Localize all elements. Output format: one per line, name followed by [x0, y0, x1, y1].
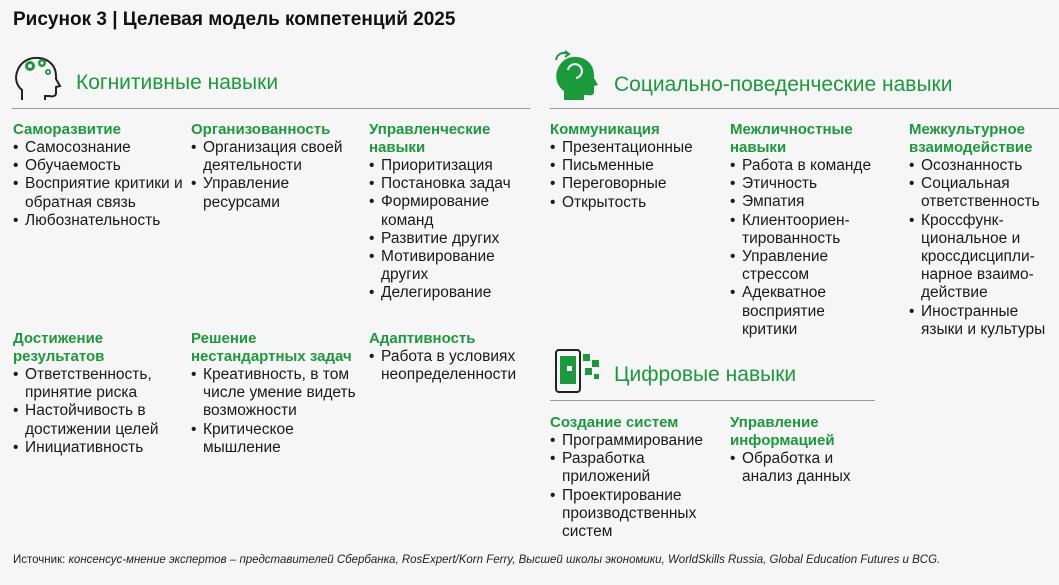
social-section-title: Социально-поведенческие навыки	[614, 73, 953, 96]
list-item: • Программирование	[550, 432, 726, 450]
list-item: • Разработка приложений	[550, 450, 672, 486]
source-text: консенсус-мнение экспертов – представителей Сбербанка, RosExpert/Korn Ferry, Высшей школы экономики, WorldSkills Russia, Global Education Futures и BCG.	[68, 554, 941, 566]
list-item: • Организация своей деятельности	[191, 139, 367, 175]
list-item: • Любознательность	[13, 212, 189, 230]
list-item: • Критическое мышление	[191, 421, 361, 457]
group-adaptability	[369, 330, 529, 384]
cognitive-section-header	[12, 50, 532, 110]
list-item: • Работа в условиях неопределенности	[369, 348, 529, 384]
list-item: • Проектирование производственных систем	[550, 487, 726, 542]
group-title: Управленческие навыки	[369, 121, 491, 156]
cognitive-section-title: Когнитивные навыки	[76, 71, 279, 94]
figure-title: Рисунок 3 | Целевая модель компетенций 2025	[13, 9, 456, 30]
list-item: • Этичность	[730, 175, 890, 193]
group-interpersonal-skills	[730, 121, 890, 339]
group-organization	[191, 121, 367, 212]
list-item: • Приоритизация	[369, 157, 529, 175]
group-management-skills	[369, 121, 529, 303]
list-item: • Обработка и анализ данных	[730, 450, 862, 486]
group-system-creation	[550, 414, 726, 541]
head-with-gears-icon	[12, 50, 62, 102]
digital-section-header	[550, 346, 850, 406]
list-item: • Переговорные	[550, 175, 726, 193]
list-item: • Ответственность, принятие риска	[13, 366, 173, 402]
group-title: Межличностные навыки	[730, 121, 853, 156]
group-title: Управление информацией	[730, 414, 835, 449]
list-item: • Делегирование	[369, 284, 529, 302]
list-item: • Управление стрессом	[730, 248, 852, 284]
group-title: Решение нестандартных задач	[191, 330, 352, 365]
list-item: • Иностранные языки и культуры	[909, 303, 1057, 339]
list-item: • Социальная ответственность	[909, 175, 1041, 211]
group-title: Коммуникация	[550, 121, 660, 138]
group-title: Саморазвитие	[13, 121, 121, 138]
list-item: • Управление ресурсами	[191, 175, 367, 211]
group-information-management	[730, 414, 890, 486]
list-item: • Кроссфунк-циональное и кроссдисципли-нарное взаимо-действие	[909, 212, 1041, 303]
social-section-header	[550, 50, 1050, 110]
list-item: • Презентационные	[550, 139, 726, 157]
list-item: • Развитие других	[369, 230, 529, 248]
list-item: • Адекватное восприятие критики	[730, 284, 852, 339]
group-self-development	[13, 121, 189, 230]
list-item: • Осознанность	[909, 157, 1057, 175]
list-item: • Открытость	[550, 194, 726, 212]
group-title: Межкультурное взаимодействие	[909, 121, 1033, 156]
digital-section-title: Цифровые навыки	[614, 363, 797, 386]
group-title: Адаптивность	[369, 330, 476, 347]
group-title: Организованность	[191, 121, 331, 138]
group-title: Достижение результатов	[13, 330, 105, 365]
head-with-arrows-icon	[550, 50, 600, 102]
list-item: • Письменные	[550, 157, 726, 175]
list-item: • Клиентоориен-тированность	[730, 212, 852, 248]
list-item: • Самосознание	[13, 139, 189, 157]
group-communication	[550, 121, 726, 212]
list-item: • Постановка задач	[369, 175, 529, 193]
cognitive-divider	[12, 108, 530, 109]
list-item: • Мотивирование других	[369, 248, 529, 284]
source-note	[13, 554, 940, 566]
smartphone-network-icon	[550, 346, 600, 398]
group-nonstandard-tasks	[191, 330, 361, 457]
group-intercultural	[909, 121, 1057, 339]
list-item: • Настойчивость в достижении целей	[13, 402, 173, 438]
list-item: • Работа в команде	[730, 157, 890, 175]
list-item: • Инициативность	[13, 439, 173, 457]
list-item: • Обучаемость	[13, 157, 189, 175]
group-title: Создание систем	[550, 414, 679, 431]
social-divider	[550, 108, 1059, 109]
group-results	[13, 330, 173, 457]
digital-divider	[550, 400, 875, 401]
source-label: Источник:	[13, 554, 66, 566]
list-item: • Формирование команд	[369, 193, 529, 229]
list-item: • Эмпатия	[730, 193, 890, 211]
list-item: • Креативность, в том числе умение видеть возможности	[191, 366, 361, 421]
list-item: • Восприятие критики и обратная связь	[13, 175, 189, 211]
